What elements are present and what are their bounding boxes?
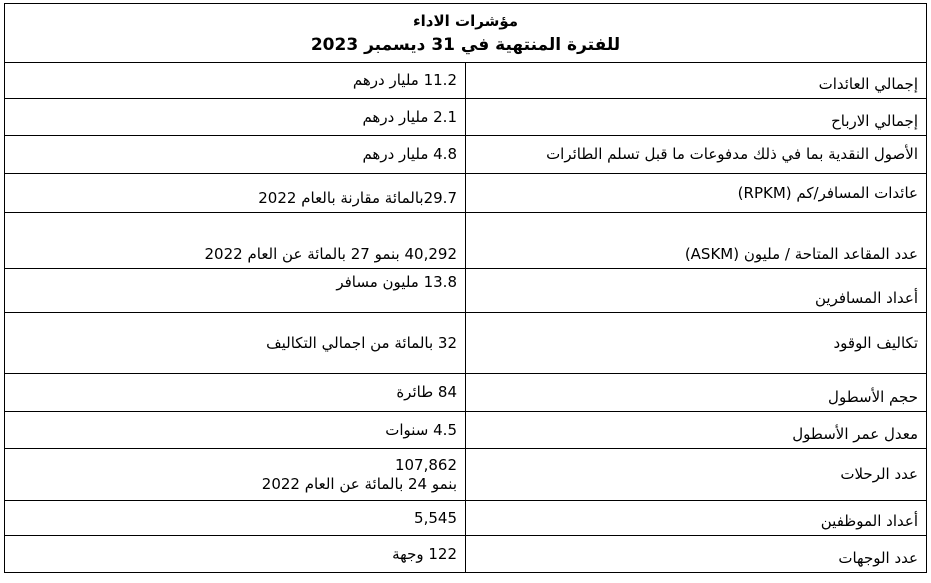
row-label: حجم الأسطول xyxy=(466,374,927,412)
row-label: عائدات المسافر/كم (RPKM) xyxy=(466,174,927,213)
table-row xyxy=(5,313,927,374)
row-label: إجمالي العائدات xyxy=(466,63,927,99)
row-value: 4.8 مليار درهم xyxy=(5,136,466,174)
table-row xyxy=(5,63,927,99)
row-label: الأصول النقدية بما في ذلك مدفوعات ما قبل تسلم الطائرات xyxy=(466,136,927,174)
table-row xyxy=(5,136,927,174)
table-row xyxy=(5,99,927,136)
table-header-row xyxy=(5,4,927,63)
row-value: 2.1 مليار درهم xyxy=(5,99,466,136)
row-value xyxy=(5,449,466,501)
row-value: 122 وجهة xyxy=(5,536,466,573)
table-title: مؤشرات الاداء xyxy=(412,12,519,30)
row-label: أعداد الموظفين xyxy=(466,501,927,536)
row-label: عدد المقاعد المتاحة / مليون (ASKM) xyxy=(466,213,927,269)
table-row xyxy=(5,536,927,573)
row-value: 11.2 مليار درهم xyxy=(5,63,466,99)
table-row xyxy=(5,269,927,313)
row-value-line1: 107,862 xyxy=(394,455,457,474)
row-value: 84 طائرة xyxy=(5,374,466,412)
table-header xyxy=(5,4,927,63)
table-row xyxy=(5,412,927,449)
table-row xyxy=(5,449,927,501)
row-value: 4.5 سنوات xyxy=(5,412,466,449)
kpi-table xyxy=(4,3,927,573)
row-value: 5,545 xyxy=(5,501,466,536)
row-value: 40,292 بنمو 27 بالمائة عن العام 2022 xyxy=(5,213,466,269)
row-label: معدل عمر الأسطول xyxy=(466,412,927,449)
row-label: تكاليف الوقود xyxy=(466,313,927,374)
row-label: أعداد المسافرين xyxy=(466,269,927,313)
table-subtitle: للفترة المنتهية في 31 ديسمبر 2023 xyxy=(310,35,621,55)
table-row xyxy=(5,501,927,536)
row-label: عدد الوجهات xyxy=(466,536,927,573)
row-value: 29.7بالمائة مقارنة بالعام 2022 xyxy=(5,174,466,213)
row-value: 32 بالمائة من اجمالي التكاليف xyxy=(5,313,466,374)
row-label: عدد الرحلات xyxy=(466,449,927,501)
row-value-line2: بنمو 24 بالمائة عن العام 2022 xyxy=(261,474,457,493)
row-value: 13.8 مليون مسافر xyxy=(5,269,466,313)
table-row xyxy=(5,213,927,269)
table-row xyxy=(5,374,927,412)
row-label: إجمالي الارباح xyxy=(466,99,927,136)
table-row xyxy=(5,174,927,213)
